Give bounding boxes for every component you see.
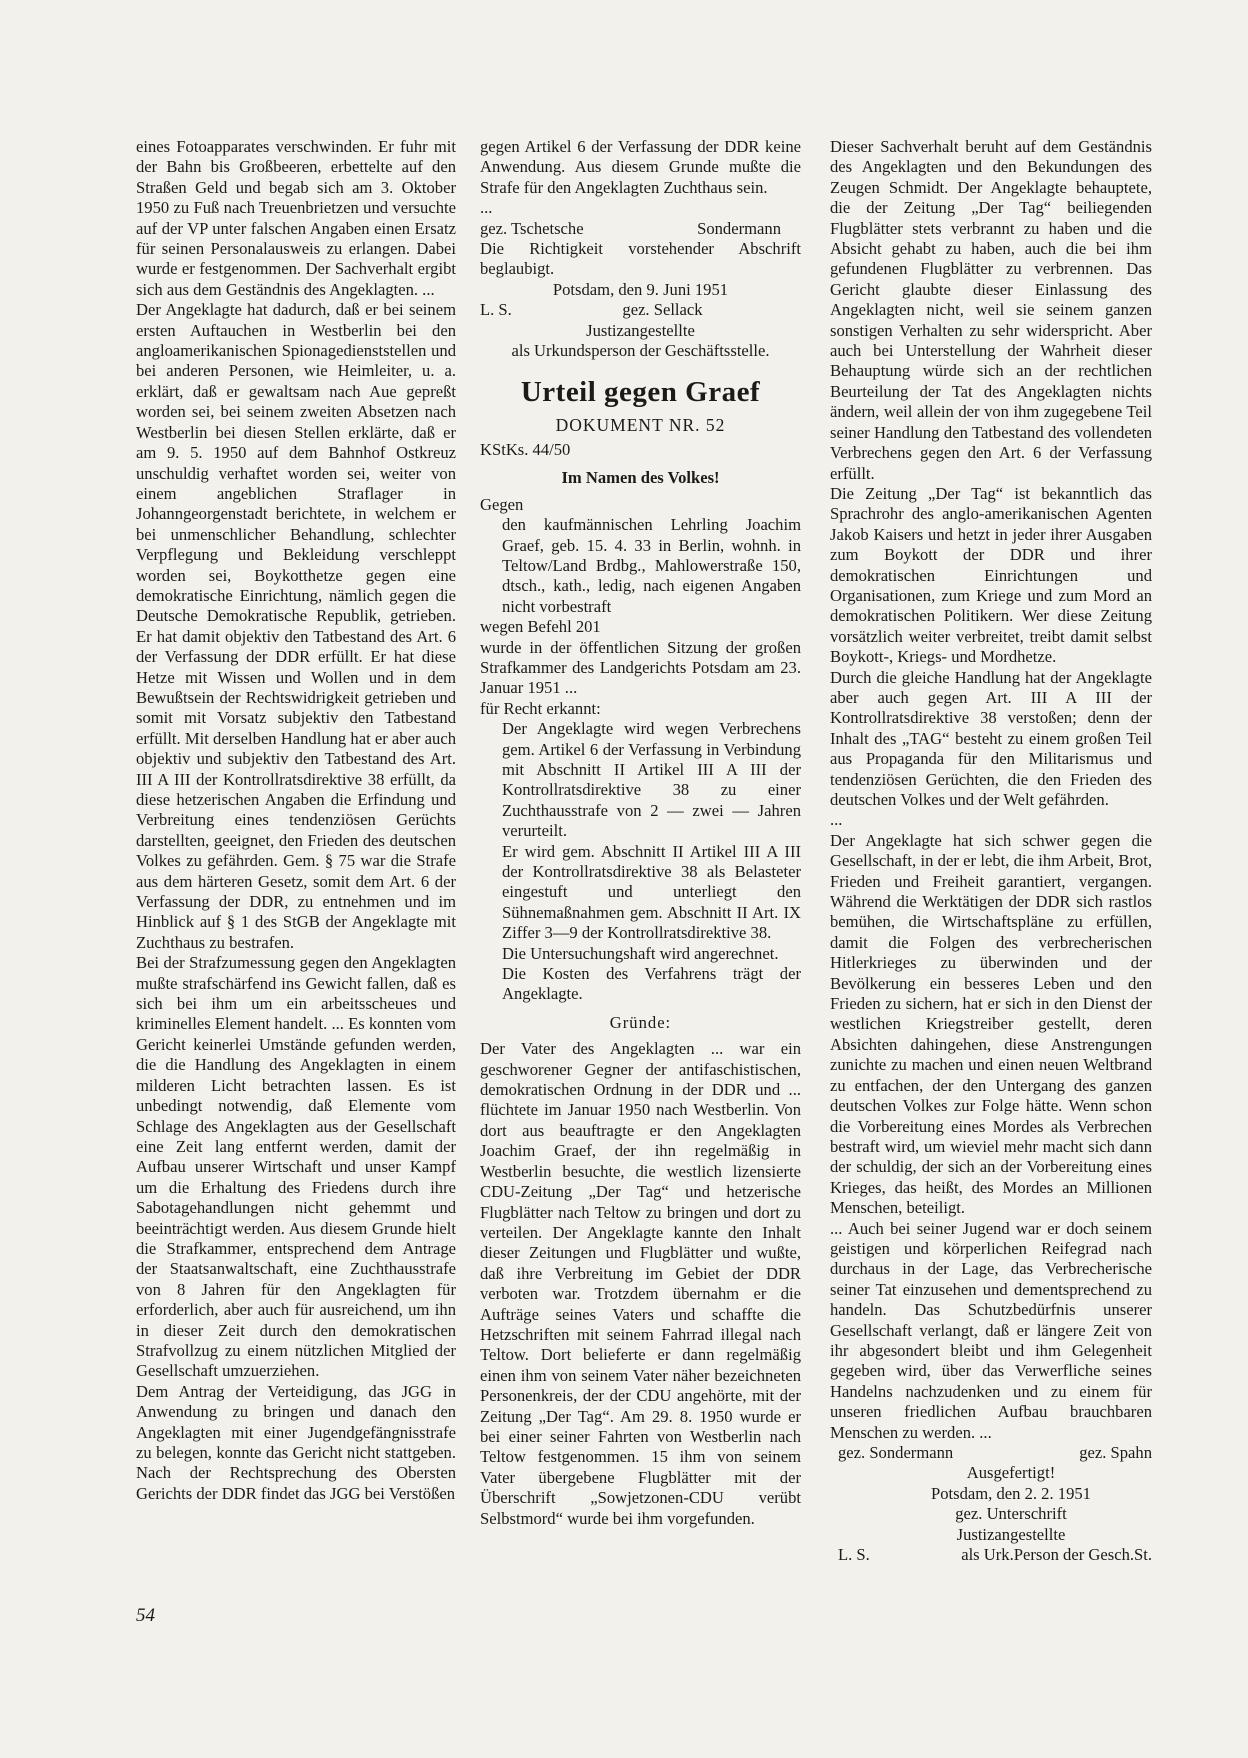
ellipsis: ...: [480, 198, 493, 218]
column-3: [830, 137, 1152, 1565]
paragraph: Durch die gleiche Handlung hat der Angeklagte aber auch gegen Art. III A III der Kontrollratsdirektive 38 verstoßen; denn der Inhalt des „TAG“ besteht zu einem großen Teil aus Propaganda für den Militarismus und tendenziösen Gerüchten, die den Frieden des deutschen Volkes und der Welt gefährden.: [830, 667, 1152, 809]
place-date: Potsdam, den 9. Juni 1951: [552, 279, 729, 299]
signature-line: [480, 219, 801, 239]
signature-right: Sondermann: [697, 218, 781, 238]
paragraph: eines Fotoapparates verschwinden. Er fuhr mit der Bahn bis Großbeeren, erbettelte auf den Straßen Geld und begab sich am 3. Oktober 1950 zu Fuß nach Treuenbrietzen und versuchte auf der VP unter falschen Angaben einen Ersatz für seinen Personalausweis zu erlangen. Dabei wurde er festgenommen. Der Sachverhalt ergibt sich aus dem Geständnis des Angeklagten. ...: [136, 137, 456, 299]
signature-line: [830, 1443, 1152, 1463]
signer: gez. Sellack: [622, 300, 703, 320]
section-heading: Urteil gegen Graef: [520, 376, 761, 409]
verdict-intro: für Recht erkannt:: [480, 698, 601, 718]
signature-right: gez. Spahn: [1079, 1443, 1152, 1462]
signer-role: Justizangestellte: [586, 320, 695, 340]
paragraph: gegen Artikel 6 der Verfassung der DDR keine Anwendung. Aus diesem Grunde mußte die Strafe für den Angeklagten Zuchthaus sein.: [480, 137, 801, 197]
paragraph: Dem Antrag der Verteidigung, das JGG in Anwendung zu bringen und danach den Angeklagten mit einer Jugendgefängnisstrafe zu belegen, konnte das Gericht nicht stattgeben. Nach der Rechtsprechung des Obersten Gerichts der DDR findet das JGG bei Verstößen: [136, 1381, 456, 1503]
signer-role: Justizangestellte: [956, 1524, 1066, 1544]
verdict-item: Der Angeklagte wird wegen Verbrechens gem. Artikel 6 der Verfassung in Verbindung mit Abschnitt II Artikel III A III der Kontrollratsdirektive 38 zu einer Zuchthausstrafe von 2 — zwei — Jahren verurteilt.: [502, 719, 801, 841]
paragraph: Dieser Sachverhalt beruht auf dem Geständnis des Angeklagten und den Bekundungen des Zeugen Schmidt. Der Angeklagte behauptete, die der Zeitung „Der Tag“ beiliegenden Flugblätter stets verbrannt zu haben und die Absicht gehabt zu haben, auch die bei ihm gefundenen Flugblätter zu verbrennen. Das Gericht glaubte dieser Einlassung des Angeklagten nicht, weil sie seinem ganzen sonstigen Verhalten zu sehr widerspricht. Aber auch bei Unterstellung der Wahrheit dieser Behauptung würde sich an der rechtlichen Beurteilung der Tat des Angeklagten nichts ändern, weil allein der von ihm zugegebene Teil seiner Handlung den Tatbestand des vollendeten Verbrechens gegen den Art. 6 der Verfassung erfüllt.: [830, 137, 1152, 483]
signature-note: gez. Unterschrift: [955, 1504, 1067, 1524]
paragraph: Die Zeitung „Der Tag“ ist bekanntlich das Sprachrohr des anglo-amerikanischen Agenten Jakob Kaisers und hetzt in jeder ihrer Ausgaben zum Boykott der DDR und ihrer demokratischen Einrichtungen und Organisationen, zum Kriege und zum Mord an demokratischen Politikern. Wer diese Zeitung vorsätzlich weiter verbreitet, treibt damit selbst Boykott-, Kriegs- und Mordhetze.: [830, 483, 1152, 667]
column-2: [480, 137, 801, 1529]
reasons-text: Der Vater des Angeklagten ... war ein geschworener Gegner der antifaschistischen, demokratischen Ordnung in der DDR und ... flüchtete im Januar 1950 nach Westberlin. Von dort aus beauftragte er den Angeklagten Joachim Graef, der ihn regelmäßig in Westberlin besuchte, die westlich lizensierte CDU-Zeitung „Der Tag“ und hetzerische Flugblätter nach Teltow zu bringen und dort zu verteilen. Der Angeklagte kannte den Inhalt dieser Zeitungen und Flugblätter und wußte, daß ihre Verbreitung im Gebiet der DDR verboten war. Trotzdem übernahm er die Aufträge seines Vaters und schaffte die Hetzschriften mit seinem Fahrrad illegal nach Teltow. Dort belieferte er dann regelmäßig einen ihm von seinem Vater näher bezeichneten Personenkreis, der der CDU angehörte, mit der Zeitung „Der Tag“. Am 29. 8. 1950 wurde er bei einer seiner Fahrten von Westberlin nach Teltow festgenommen. 15 ihm von seinem Vater übergebene Flugblätter mit der Überschrift „Sowjetzonen-CDU verübt Selbstmord“ wurde bei ihm vorgefunden.: [480, 1039, 801, 1528]
charge: wegen Befehl 201: [480, 617, 601, 637]
reasons-heading: Gründe:: [609, 1012, 672, 1032]
document-number: DOKUMENT NR. 52: [555, 415, 726, 436]
signature-left: gez. Sondermann: [838, 1443, 954, 1462]
paragraph: Der Angeklagte hat sich schwer gegen die Gesellschaft, in der er lebt, die ihm Arbeit, Brot, Frieden und Freiheit garantiert, vergangen. Während die Werktätigen der DDR sich rastlos bemühen, die Wirtschaftspläne zu erfüllen, damit die Folgen des verbrecherischen Hitlerkrieges zu überwinden und der Bevölkerung ein besseres Leben und den Frieden zu sichern, hat er sich in den Dienst der westlichen Kriegstreiber gestellt, deren Absichten dahingehen, diese Anstrengungen zunichte zu machen und einen neuen Weltbrand zu entfachen, der den Untergang des ganzen deutschen Volkes zur Folge hätte. Wenn schon die Vorbereitung eines Mordes als Verbrechen bestraft wird, um wieviel mehr macht sich dann der schuldig, der sich an der Vorbereitung eines Krieges, das heißt, des Mordes an Millionen Menschen, beteiligt.: [830, 830, 1152, 1218]
issued-label: Ausgefertigt!: [966, 1463, 1056, 1483]
in-name-heading: Im Namen des Volkes!: [561, 468, 720, 488]
file-reference: KStKs. 44/50: [480, 439, 571, 459]
paragraph: Bei der Strafzumessung gegen den Angeklagten mußte strafschärfend ins Gewicht fallen, daß es sich bei ihm um ein arbeitsscheues und kriminelles Element handelt. ... Es konnten vom Gericht keinerlei Umstände gefunden werden, die die Handlung des Angeklagten in einem milderen Licht betrachten lassen. Es ist unbedingt notwendig, daß Elemente vom Schlage des Angeklagten aus der Gesellschaft eine Zeit lang entfernt werden, damit der Aufbau unserer Wirtschaft und unser Kampf um die Erhaltung des Friedens durch ihre Sabotagehandlungen nicht gehemmt und beeinträchtigt werden. Aus diesem Grunde hielt die Strafkammer, entsprechend dem Antrage der Staatsanwaltschaft, eine Zuchthausstrafe von 8 Jahren für den Angeklagten für erforderlich, aber auch für ausreichend, um ihn in dieser Zeit durch den demokratischen Strafvollzug zu einem nützlichen Mitglied der Gesellschaft umzuerziehen.: [136, 953, 456, 1381]
seal-mark: L. S.: [480, 300, 512, 320]
column-1: [136, 137, 456, 1504]
page-number: 54: [136, 1605, 155, 1626]
signature-left: gez. Tschetsche: [480, 218, 584, 238]
signer-role-2: als Urk.Person der Gesch.St.: [961, 1545, 1152, 1565]
against-label: Gegen: [480, 494, 524, 514]
verdict-item: Die Kosten des Verfahrens trägt der Angeklagte.: [502, 964, 801, 1004]
seal-row: [830, 1545, 1152, 1565]
seal-mark: L. S.: [838, 1545, 870, 1565]
defendant-details: den kaufmännischen Lehrling Joachim Graef, geb. 15. 4. 33 in Berlin, wohnh. in Teltow/Land Brdbg., Mahlowerstraße 150, dtsch., kath., ledig, nach eigenen Angaben nicht vorbestraft: [502, 515, 801, 616]
certification: Die Richtigkeit vorstehender Abschrift beglaubigt.: [480, 239, 801, 279]
verdict-item: Die Untersuchungshaft wird angerechnet.: [502, 943, 779, 963]
paragraph: ... Auch bei seiner Jugend war er doch seinem geistigen und körperlichen Reifegrad nach durchaus in der Lage, das Verbrecherische seiner Tat einzusehen und dementsprechend zu handeln. Das Schutzbedürfnis unserer Gesellschaft verlangt, daß er längere Zeit von ihr abgesondert bleibt und ihm Gelegenheit gegeben wird, über das Verwerfliche seines Handelns nachzudenken und zu einem für unseren friedlichen Aufbau brauchbaren Menschen zu werden. ...: [830, 1218, 1152, 1442]
session: wurde in der öffentlichen Sitzung der großen Strafkammer des Landgerichts Potsdam am 23. Januar 1951 ...: [480, 637, 801, 698]
place-date: Potsdam, den 2. 2. 1951: [931, 1483, 1091, 1503]
ellipsis: ...: [830, 810, 843, 830]
seal-row: [480, 300, 801, 320]
verdict-item: Er wird gem. Abschnitt II Artikel III A III der Kontrollratsdirektive 38 als Belasteter eingestuft und unterliegt den Sühnemaßnahmen gem. Abschnitt II Art. IX Ziffer 3—9 der Kontrollratsdirektive 38.: [502, 841, 801, 943]
signer-role-2: als Urkundsperson der Geschäftsstelle.: [511, 341, 770, 361]
paragraph: Der Angeklagte hat dadurch, daß er bei seinem ersten Auftauchen in Westberlin bei den angloamerikanischen Spionagedienststellen und bei anderen Personen, wie Heimleiter, u. a. erklärt, daß er gewaltsam nach Aue gepreßt worden sei, bei seinem zweiten Absetzen nach Westberlin bei diesen Stellen erklärte, daß er am 9. 5. 1950 auf dem Bahnhof Ostkreuz unschuldig verhaftet worden sei, weiter von einem angeblichen Straflager in Johanngeorgenstadt berichtete, in welchem er bei unmenschlicher Behandlung, schlechter Verpflegung und Bekleidung verschleppt worden sei, Boykotthetze gegen eine demokratische Einrichtung, nämlich gegen die Deutsche Demokratische Republik, getrieben. Er hat damit objektiv den Tatbestand des Art. 6 der Verfassung der DDR erfüllt. Er hat diese Hetze mit Wissen und Wollen und in dem Bewußtsein der Rechtswidrigkeit getrieben und somit mit Vorsatz subjektiv den Tatbestand erfüllt. Mit derselben Handlung hat er aber auch objektiv und subjektiv den Tatbestand des Art. III A III der Kontrollratsdirektive 38 erfüllt, da diese hetzerischen Angaben die Erfindung und Verbreitung eines tendenziösen Gerüchts darstellten, geeignet, den Frieden des deutschen Volkes zu gefährden. Gem. § 75 war die Strafe aus dem härteren Gesetz, somit dem Art. 6 der Verfassung der DDR, zu entnehmen und im Hinblick auf § 1 des StGB der Angeklagte mit Zuchthaus zu bestrafen.: [136, 300, 456, 952]
